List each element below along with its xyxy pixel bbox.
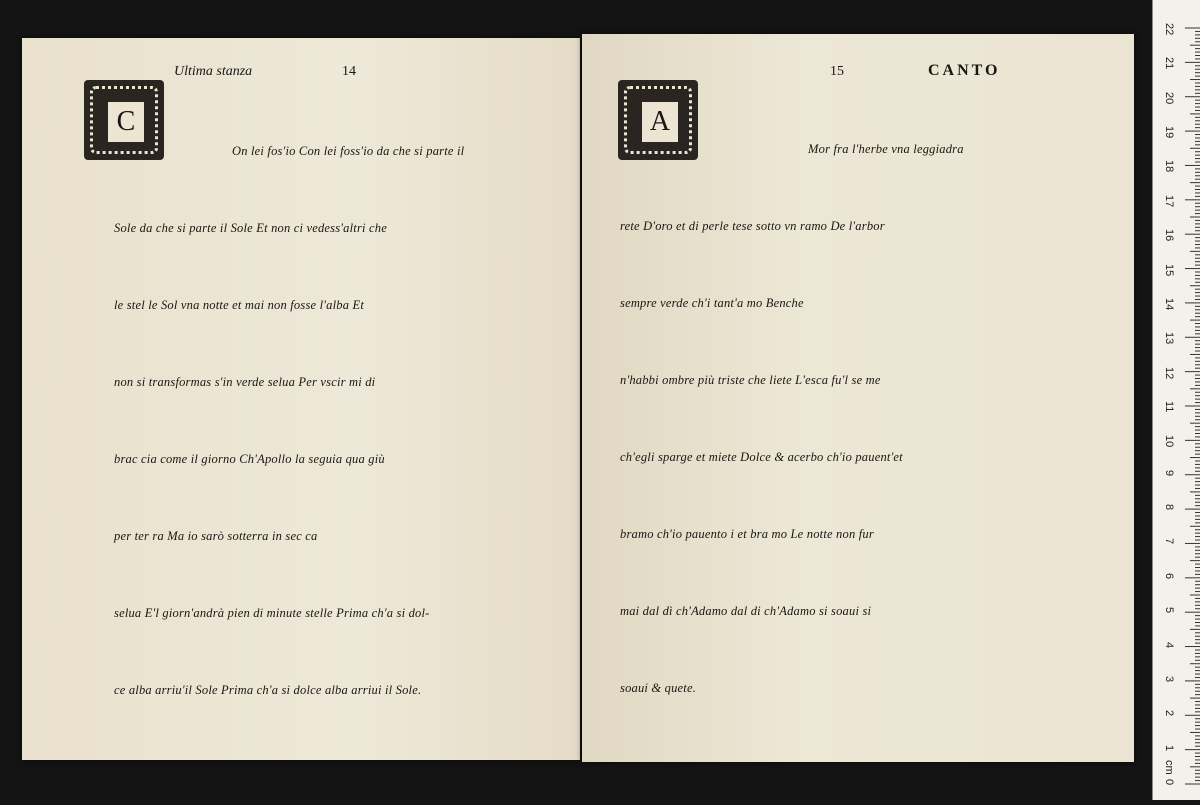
initial-letter-right: A: [640, 100, 680, 144]
ruler-number-4: 4: [1163, 641, 1175, 648]
left-lyric-line-8: ce alba arriu'il Sole Prima ch'a si dolce alba arriui il Sole.: [114, 683, 422, 697]
ruler-number-18: 18: [1163, 160, 1175, 173]
right-page-number: 15: [830, 64, 844, 79]
ruler-number-2: 2: [1163, 710, 1175, 717]
left-lyric-line-3: le stel le Sol vna notte et mai non fosse l'alba Et: [114, 298, 364, 312]
ruler-number-6: 6: [1163, 572, 1175, 579]
measuring-ruler: [1152, 0, 1200, 800]
right-lyric-line-2: rete D'oro et di perle tese sotto vn ramo De l'arbor: [620, 219, 885, 233]
ruler-number-15: 15: [1163, 263, 1175, 276]
ruler-number-22: 22: [1163, 23, 1175, 36]
ruler-number-3: 3: [1163, 675, 1175, 683]
right-lyric-line-5: ch'egli sparge et miete Dolce & acerbo ch'io pauent'et: [620, 450, 903, 464]
ruler-unit-label: cm: [1163, 760, 1175, 775]
ruler-number-10: 10: [1163, 435, 1175, 448]
ruler-number-1: 1: [1163, 744, 1175, 751]
voice-part-label: CANTO: [928, 62, 1001, 79]
left-page: [22, 38, 580, 760]
ruler-number-0: 0: [1163, 779, 1175, 786]
right-lyric-line-1: Mor fra l'herbe vna leggiadra: [808, 142, 964, 156]
ruler-number-5: 5: [1163, 607, 1175, 614]
ruler-number-19: 19: [1163, 126, 1175, 139]
ruler-number-17: 17: [1163, 194, 1175, 208]
right-page: [582, 34, 1134, 762]
right-lyric-line-8: soaui & quete.: [620, 681, 697, 695]
left-page-header: Ultima stanza: [174, 64, 253, 79]
right-lyric-line-7: mai dal dì ch'Adamo dal di ch'Adamo si soaui si: [620, 604, 872, 618]
ruler-number-13: 13: [1163, 332, 1175, 345]
left-lyric-line-6: per ter ra Ma io sarò sotterra in sec ca: [114, 529, 318, 543]
right-lyric-line-4: n'habbi ombre più triste che liete L'esca fu'l se me: [620, 373, 881, 387]
left-lyric-line-2: Sole da che si parte il Sole Et non ci vedess'altri che: [114, 221, 387, 235]
ruler-number-14: 14: [1163, 297, 1175, 311]
decorated-initial-left: [84, 80, 164, 160]
ruler-number-9: 9: [1163, 469, 1175, 476]
ruler-number-16: 16: [1163, 229, 1175, 242]
ruler-number-11: 11: [1163, 401, 1175, 413]
ruler-number-7: 7: [1163, 538, 1175, 545]
ruler-number-12: 12: [1163, 366, 1175, 379]
left-lyric-line-1: On lei fos'io Con lei foss'io da che si parte il: [232, 144, 465, 158]
ruler-number-20: 20: [1163, 91, 1175, 104]
left-lyric-line-4: non si transformas s'in verde selua Per vscir mi di: [114, 375, 376, 389]
left-lyric-line-5: brac cia come il giorno Ch'Apollo la seguia qua giù: [114, 452, 385, 466]
decorated-initial-right: [618, 80, 698, 160]
left-lyric-line-7: selua E'l giorn'andrà pien di minute stelle Prima ch'a si dol-: [114, 606, 430, 620]
right-lyric-line-3: sempre verde ch'i tant'a mo Benche: [620, 296, 804, 310]
left-page-number: 14: [342, 64, 356, 79]
right-lyric-line-6: bramo ch'io pauento i et bra mo Le notte non fur: [620, 527, 874, 541]
ruler-number-8: 8: [1163, 504, 1175, 511]
ruler-number-21: 21: [1163, 57, 1175, 70]
initial-letter-left: C: [106, 100, 146, 144]
